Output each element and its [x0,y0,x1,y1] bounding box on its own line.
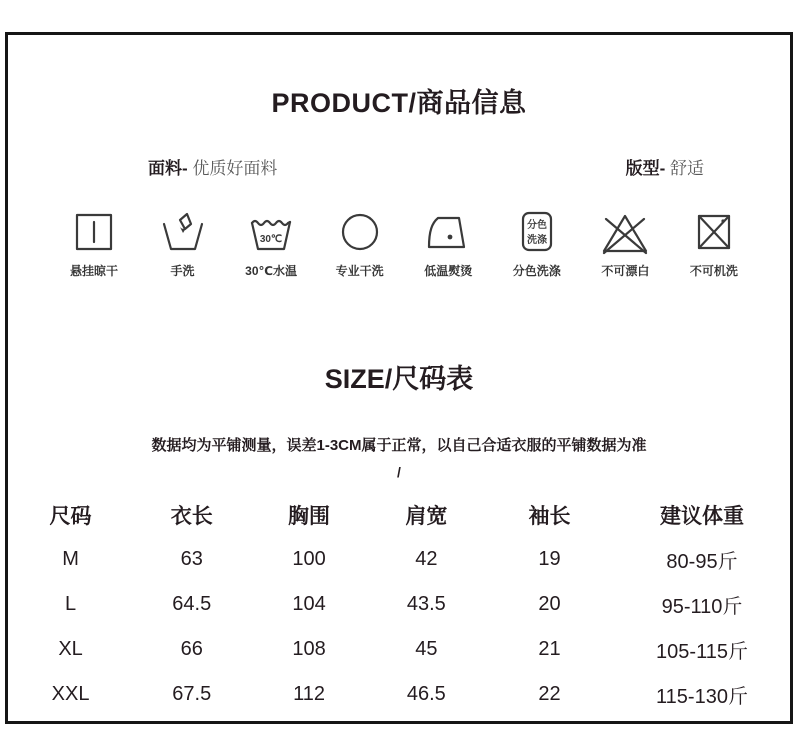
cell-chest: 112 [293,683,325,705]
table-row [8,672,790,717]
care-item-hang-dry [56,211,132,279]
care-icon-label: 不可漂白 [601,264,650,278]
cell-chest: 100 [292,548,326,570]
table-row [8,582,790,627]
attributes-row [8,154,790,179]
no-machine-wash-icon [690,211,738,255]
care-icon-label: 30℃水温 [245,264,298,278]
care-icon-label: 手洗 [170,264,195,278]
cell-size: XL [58,638,83,660]
col-header-weight: 建议体重 [660,504,744,528]
cell-size: L [64,593,77,615]
cell-shoulder: 43.5 [406,593,446,615]
care-icons-row [8,211,790,279]
size-section-title: SIZE/尺码表 [324,364,474,394]
cell-shoulder: 46.5 [406,683,446,705]
care-item-low-iron [410,211,486,279]
care-item-no-machine-wash [676,211,752,279]
fabric-label: 面料- [148,159,188,178]
cell-sleeve: 19 [538,548,561,570]
col-header-length: 衣长 [170,504,213,528]
water-temp-icon [247,211,295,255]
cell-chest: 104 [292,593,326,615]
product-section-title: PRODUCT/商品信息 [271,88,527,118]
low-iron-icon [424,211,472,255]
col-header-chest: 胸围 [288,504,331,528]
fabric-value: 优质好面料 [192,159,278,178]
care-icon-label: 不可机洗 [689,264,738,278]
cell-length: 64.5 [172,593,212,615]
cell-chest: 108 [292,638,326,660]
col-header-shoulder: 肩宽 [405,504,448,528]
cell-shoulder: 45 [415,638,438,660]
content-frame [5,32,793,724]
care-icon-label: 分色洗涤 [512,264,561,278]
fit-label: 版型- [625,159,666,178]
care-item-no-bleach [587,211,663,279]
cell-weight: 95-110斤 [661,596,743,618]
care-item-separate-colors [499,211,575,279]
care-item-dry-clean [322,211,398,279]
cell-weight: 115-130斤 [656,686,748,708]
cell-length: 63 [180,548,203,570]
care-item-water-temp [233,211,309,279]
cell-sleeve: 22 [538,683,561,705]
cell-weight: 80-95斤 [666,551,738,573]
separate-colors-icon [513,211,561,255]
cell-weight: 105-115斤 [656,641,748,663]
cell-shoulder: 42 [415,548,438,570]
size-table [8,492,790,717]
fabric-attribute [148,154,277,179]
table-row [8,627,790,672]
separate-colors-text-1: 分色 [526,220,547,231]
care-icon-label: 低温熨烫 [424,264,473,278]
cell-size: XXL [51,683,90,705]
care-icon-label: 悬挂晾干 [69,264,118,278]
separate-colors-text-2: 洗涤 [526,235,547,246]
no-bleach-icon [601,211,649,255]
care-icon-label: 专业干洗 [335,264,384,278]
size-table-header-row [8,492,790,537]
water-temp-text: 30℃ [259,234,283,245]
dry-clean-icon [336,211,384,255]
fit-attribute [626,154,704,179]
hand-wash-icon [159,211,207,255]
table-row [8,537,790,582]
cell-length: 67.5 [172,683,212,705]
col-header-sleeve: 袖长 [528,504,571,528]
cell-size: M [62,548,79,570]
cell-length: 66 [180,638,203,660]
care-item-hand-wash [145,211,221,279]
note-divider: / [397,464,401,480]
col-header-size: 尺码 [49,504,92,528]
measure-note: 数据均为平铺测量，误差1-3CM属于正常，以自己合适衣服的平铺数据为准 [151,437,647,454]
hang-dry-icon [70,211,118,255]
cell-sleeve: 21 [538,638,561,660]
cell-sleeve: 20 [538,593,561,615]
fit-value: 舒适 [670,159,704,178]
